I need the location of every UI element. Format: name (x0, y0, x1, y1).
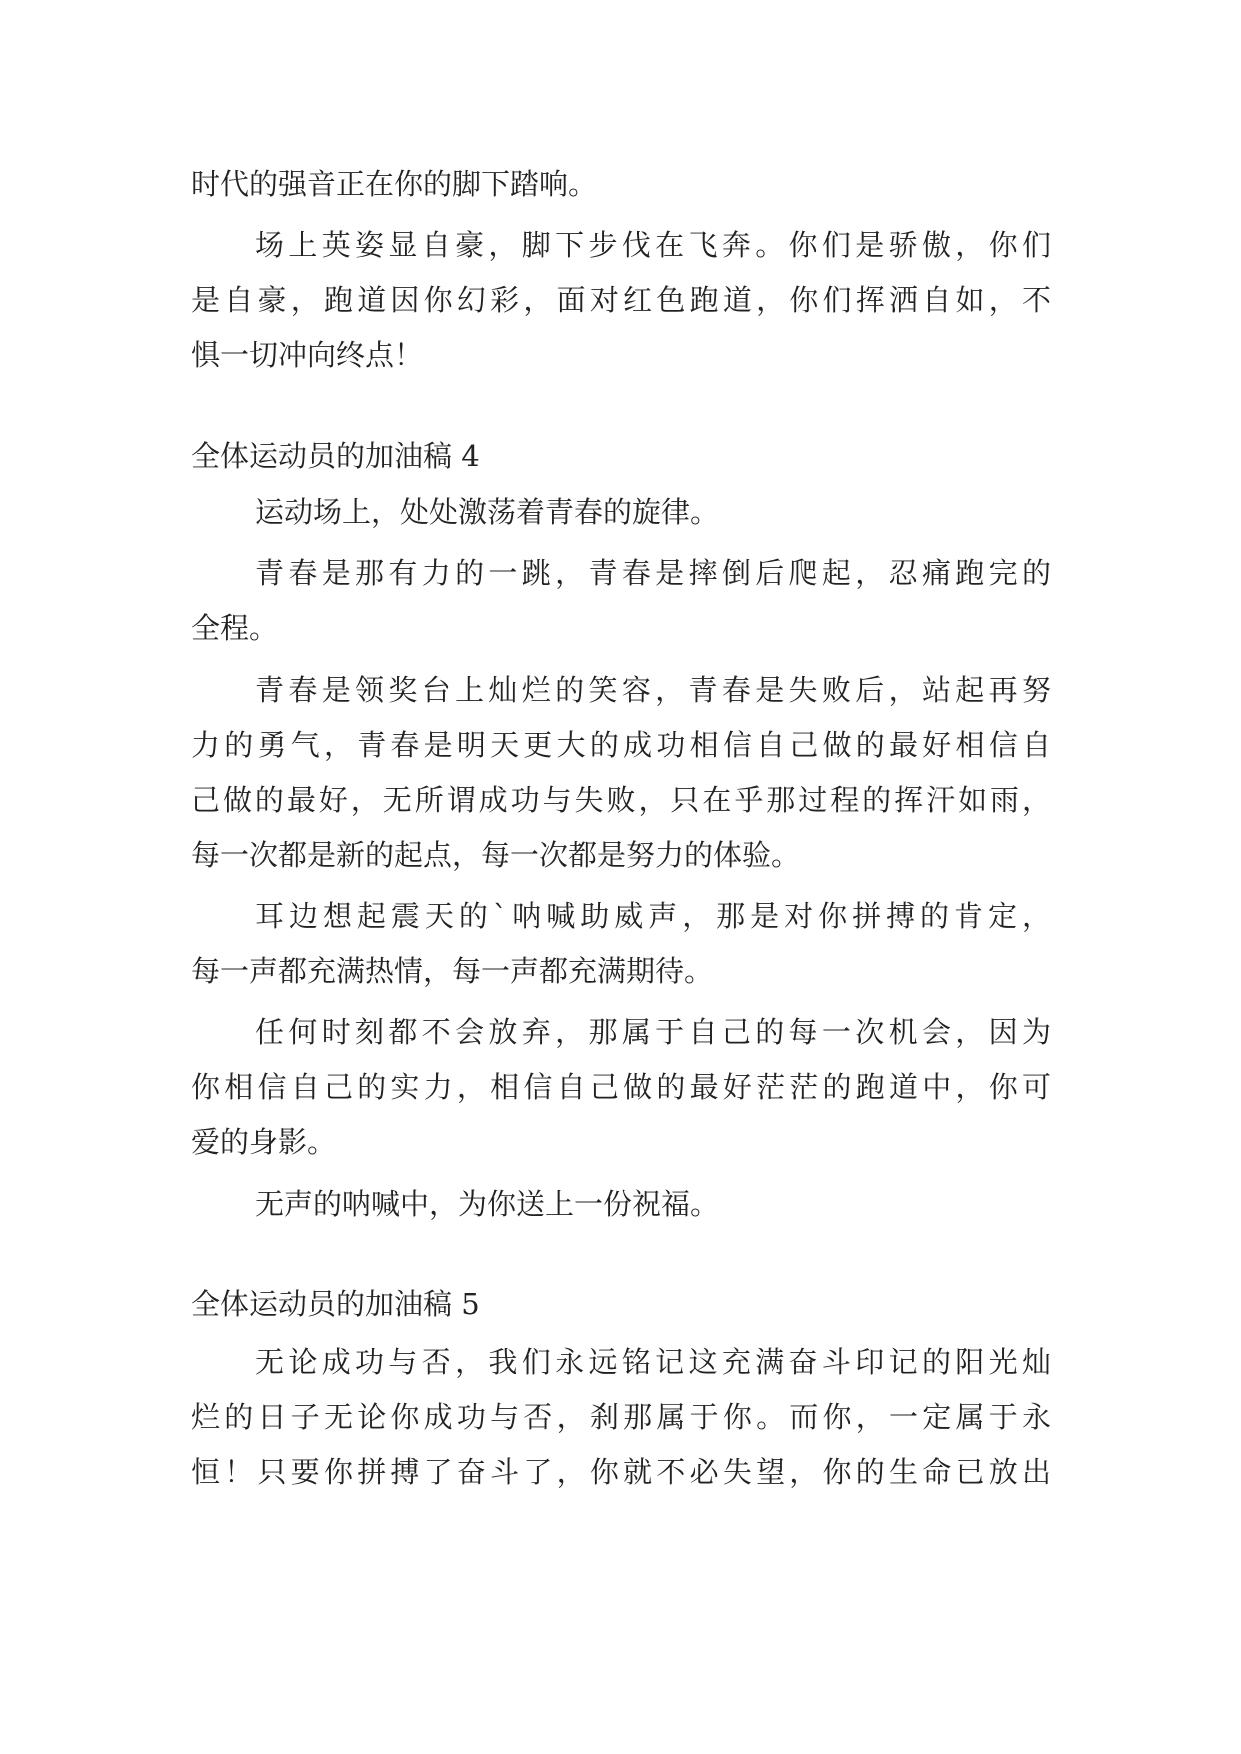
paragraph-line: 每一声都充满热情，每一声都充满期待。 (191, 954, 714, 988)
paragraph-line: 己做的最好，无所谓成功与失败，只在乎那过程的挥汗如雨， (191, 783, 1051, 817)
paragraph-line: 青春是领奖台上灿烂的笑容，青春是失败后，站起再努 (255, 673, 1051, 707)
paragraph-line: 全程。 (191, 611, 279, 645)
paragraph-line: 力的勇气，青春是明天更大的成功相信自己做的最好相信自 (191, 728, 1051, 762)
paragraph-line: 爱的身影。 (191, 1125, 337, 1159)
paragraph-line: 惧一切冲向终点！ (191, 338, 424, 372)
paragraph-line: 任何时刻都不会放弃，那属于自己的每一次机会，因为 (255, 1015, 1051, 1049)
paragraph-line: 无声的呐喊中，为你送上一份祝福。 (255, 1187, 720, 1221)
paragraph-line: 烂的日子无论你成功与否，刹那属于你。而你，一定属于永 (191, 1400, 1051, 1434)
paragraph-line: 无论成功与否，我们永远铭记这充满奋斗印记的阳光灿 (255, 1345, 1051, 1379)
paragraph-line: 你相信自己的实力，相信自己做的最好茫茫的跑道中，你可 (191, 1070, 1051, 1104)
section-heading: 全体运动员的加油稿 5 (191, 1287, 480, 1321)
paragraph-line: 时代的强音正在你的脚下踏响。 (191, 167, 598, 201)
section-heading: 全体运动员的加油稿 4 (191, 439, 480, 473)
paragraph-line: 是自豪，跑道因你幻彩，面对红色跑道，你们挥洒自如，不 (191, 283, 1051, 317)
paragraph-line: 耳边想起震天的`呐喊助威声，那是对你拼搏的肯定， (255, 899, 1051, 933)
paragraph-line: 运动场上，处处激荡着青春的旋律。 (255, 495, 720, 529)
paragraph-line: 每一次都是新的起点，每一次都是努力的体验。 (191, 838, 801, 872)
paragraph-line: 恒！只要你拼搏了奋斗了，你就不必失望，你的生命已放出 (191, 1455, 1051, 1489)
paragraph-line: 场上英姿显自豪，脚下步伐在飞奔。你们是骄傲，你们 (255, 228, 1051, 262)
paragraph-line: 青春是那有力的一跳，青春是摔倒后爬起，忍痛跑完的 (255, 556, 1051, 590)
